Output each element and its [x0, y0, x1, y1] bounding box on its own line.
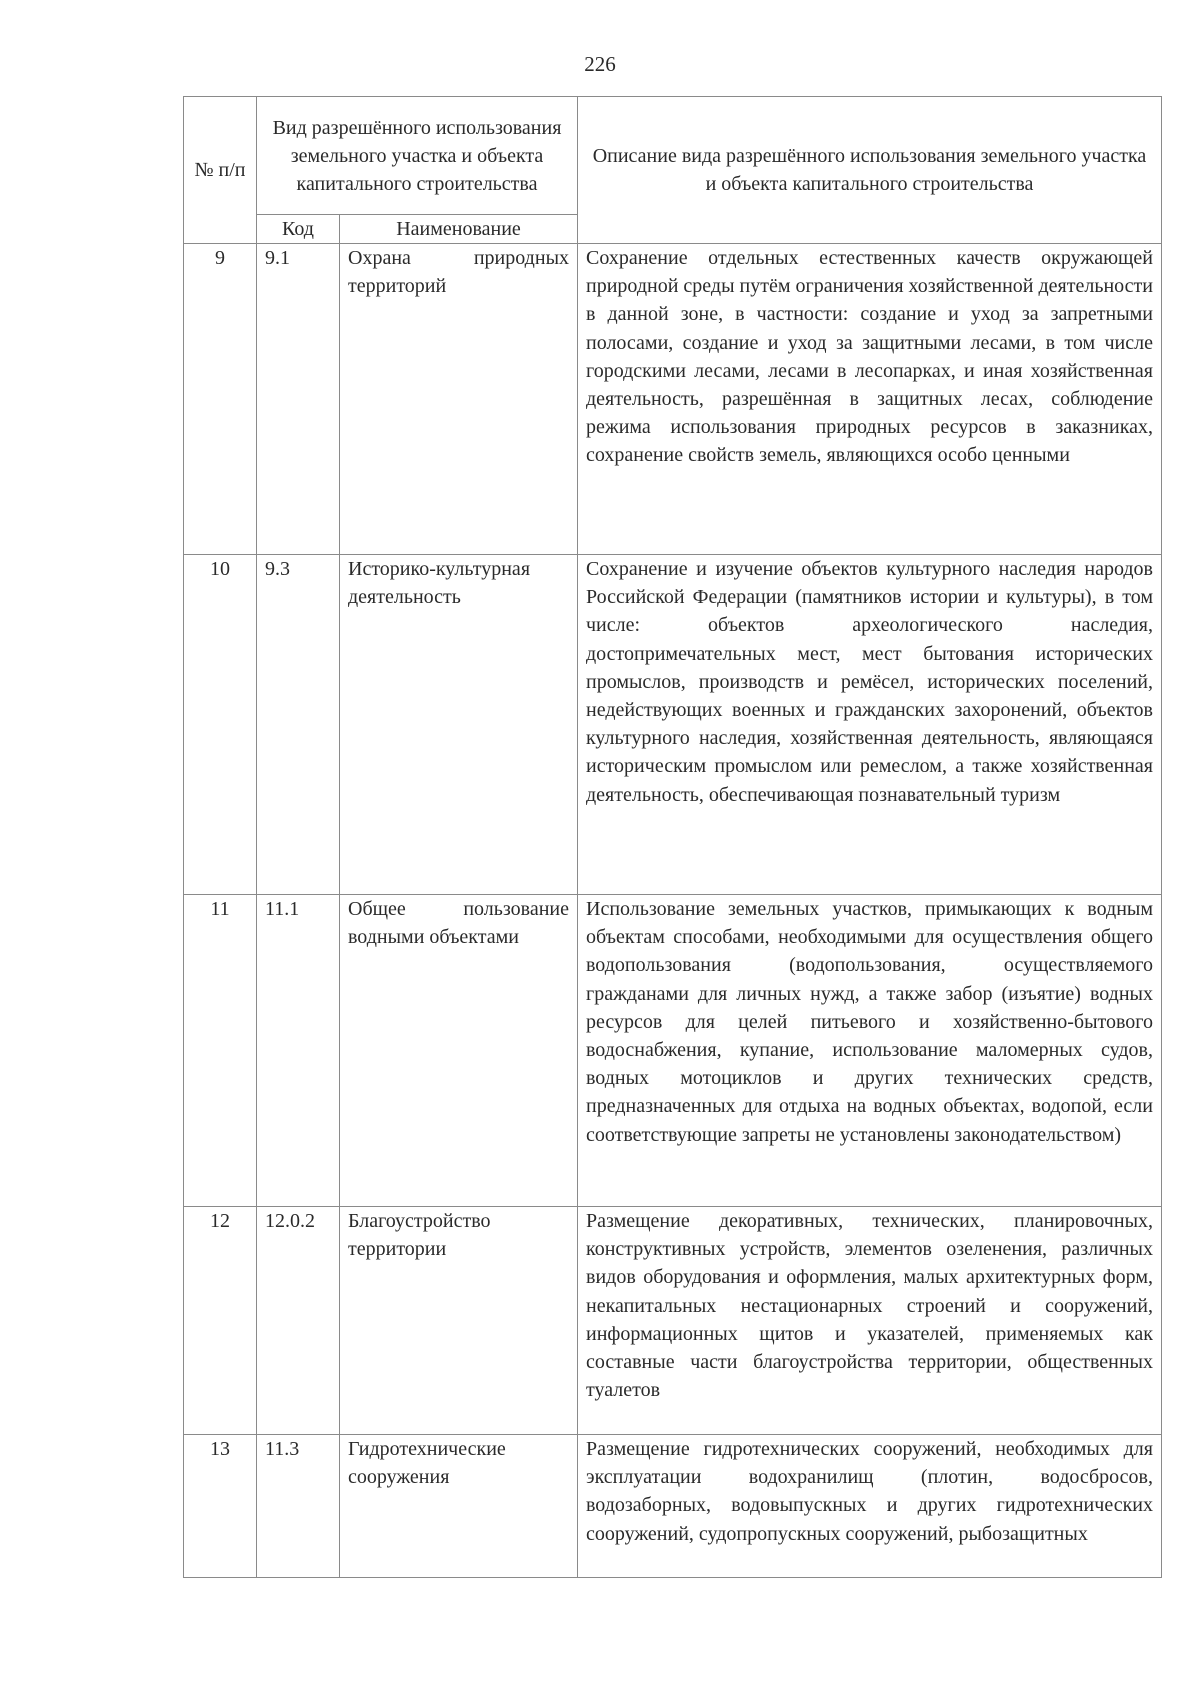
row-number: 12 — [184, 1207, 257, 1435]
row-description: Сохранение отдельных естественных качеств окружающей природной среды путём ограничения хозяйственной деятельности в данной зоне, в частности: создание и уход за запретными полосами, создание и уход за защитными лесами, в том числе городскими лесами, лесами в лесопарках, и иная хозяйственная деятельность, разрешённая в защитных лесах, соблюдение режима использования природных ресурсов в заказниках, сохранение свойств земель, являющихся особо ценными — [578, 244, 1162, 555]
row-description: Сохранение и изучение объектов культурного наследия народов Российской Федерации (памятников истории и культуры), в том числе: объектов археологического наследия, достопримечательных мест, мест бытования исторических промыслов, производств и ремёсел, исторических поселений, недействующих военных и гражданских захоронений, объектов культурного наследия, хозяйственная деятельность, являющаяся историческим промыслом или ремеслом, а также хозяйственная деятельность, обеспечивающая познавательный туризм — [578, 555, 1162, 895]
row-description: Размещение гидротехнических сооружений, необходимых для эксплуатации водохранилищ (плотин, водосбросов, водозаборных, водовыпускных и других гидротехнических сооружений, судопропускных сооружений, рыбозащитных — [578, 1435, 1162, 1578]
table-row — [184, 1207, 1162, 1435]
table-row — [184, 895, 1162, 1207]
row-name: Благоустройство территории — [340, 1207, 578, 1435]
row-name: Охрана природных территорий — [340, 244, 578, 555]
row-name: Гидротехнические сооружения — [340, 1435, 578, 1578]
header-code: Код — [257, 215, 340, 244]
row-code: 9.1 — [257, 244, 340, 555]
row-code: 12.0.2 — [257, 1207, 340, 1435]
row-number: 9 — [184, 244, 257, 555]
table-row — [184, 1435, 1162, 1578]
table-header-row — [184, 97, 1162, 215]
row-code: 11.3 — [257, 1435, 340, 1578]
header-type-group: Вид разрешённого использования земельного участка и объекта капитального строительства — [257, 97, 578, 215]
land-use-table — [183, 96, 1162, 1578]
header-number: № п/п — [184, 97, 257, 244]
row-number: 13 — [184, 1435, 257, 1578]
table-row — [184, 555, 1162, 895]
row-code: 9.3 — [257, 555, 340, 895]
row-description: Размещение декоративных, технических, планировочных, конструктивных устройств, элементов озеленения, различных видов оборудования и оформления, малых архитектурных форм, некапитальных нестационарных строений и сооружений, информационных щитов и указателей, применяемых как составные части благоустройства территории, общественных туалетов — [578, 1207, 1162, 1435]
row-code: 11.1 — [257, 895, 340, 1207]
header-name: Наименование — [340, 215, 578, 244]
header-description: Описание вида разрешённого использования земельного участка и объекта капитального строительства — [578, 97, 1162, 244]
row-number: 10 — [184, 555, 257, 895]
row-number: 11 — [184, 895, 257, 1207]
page-number: 226 — [584, 52, 616, 76]
row-description: Использование земельных участков, примыкающих к водным объектам способами, необходимыми для осуществления общего водопользования (водопользования, осуществляемого гражданами для личных нужд, а также забор (изъятие) водных ресурсов для целей питьевого и хозяйственно-бытового водоснабжения, купание, использование маломерных судов, водных мотоциклов и других технических средств, предназначенных для отдыха на водных объектах, водопой, если соответствующие запреты не установлены законодательством) — [578, 895, 1162, 1207]
row-name: Общее пользование водными объектами — [340, 895, 578, 1207]
row-name: Историко-культурная деятельность — [340, 555, 578, 895]
table-row — [184, 244, 1162, 555]
